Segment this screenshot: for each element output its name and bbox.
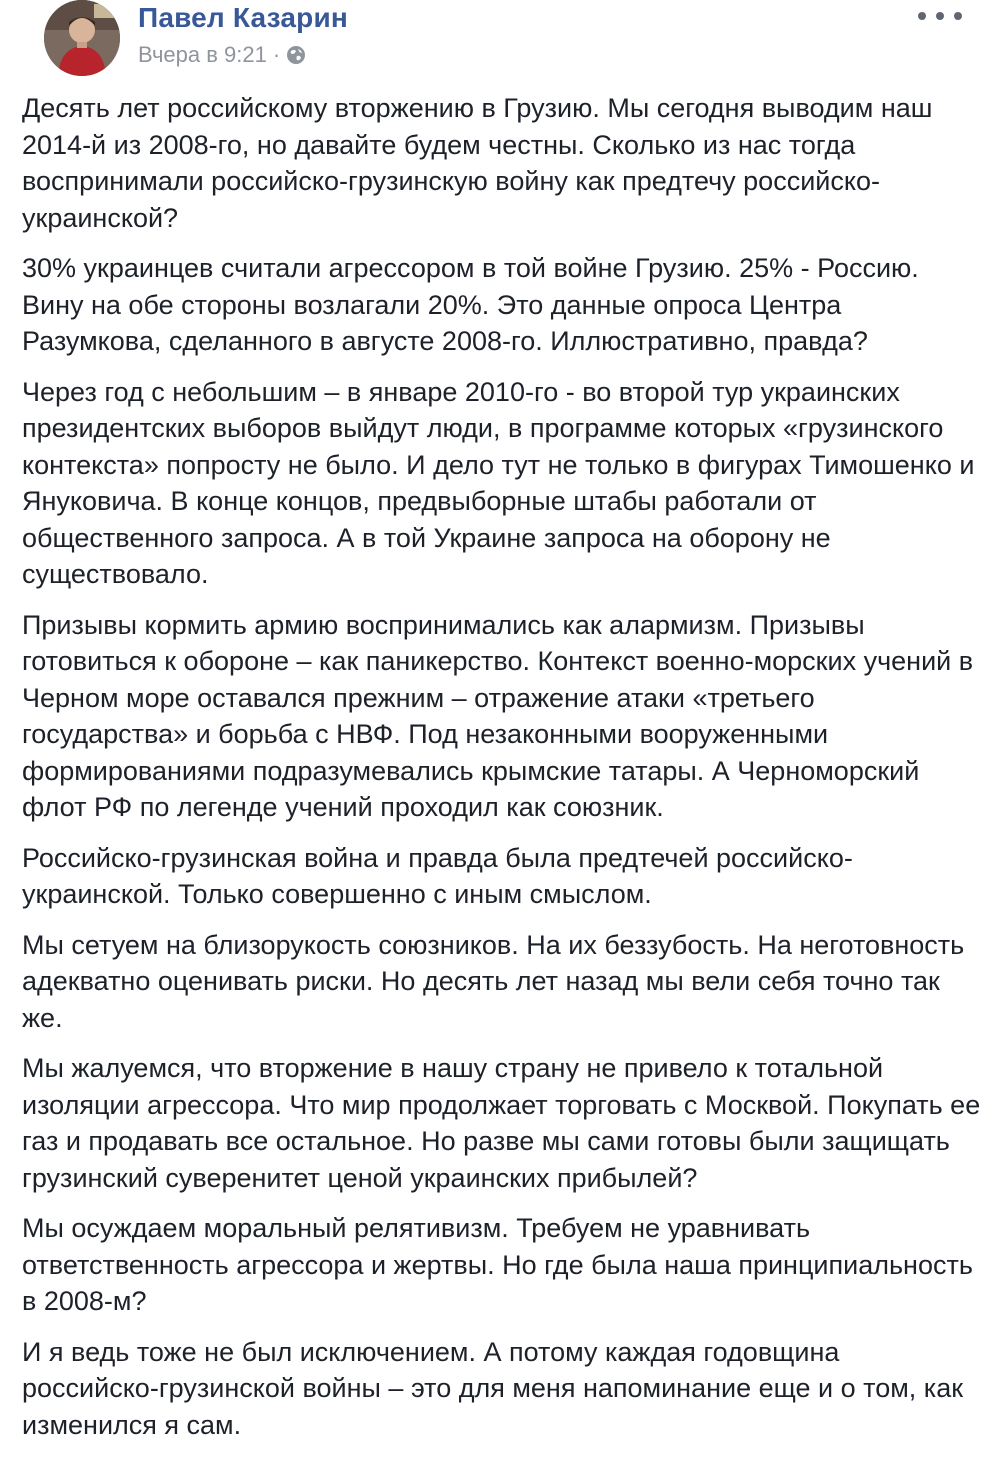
more-dot	[918, 12, 926, 20]
post-paragraph: 30% украинцев считали агрессором в той войне Грузию. 25% - Россию. Вину на обе стороны возлагали 20%. Это данные опроса Центра Разумкова, сделанного в августе 2008-го. Иллюстративно, правда?	[22, 253, 919, 356]
meta-separator: ·	[272, 42, 281, 67]
post-paragraph: Призывы кормить армию воспринимались как алармизм. Призывы готовиться к обороне – как паникерство. Контекст военно-морских учений в Черном море оставался прежним – отражение атаки «третьего государства» и борьба с НВФ. Под незаконными вооруженными формированиями подразумевались крымские татары. А Черноморский флот РФ по легенде учений проходил как союзник.	[22, 609, 974, 822]
globe-icon[interactable]	[286, 45, 306, 65]
post-paragraph: Российско-грузинская война и правда была предтечей российско-украинской. Только совершенно с иным смыслом.	[22, 842, 853, 909]
avatar-photo-icon	[44, 0, 120, 76]
more-horizontal-icon[interactable]	[918, 6, 962, 26]
post-body	[22, 90, 982, 1457]
post-header	[22, 0, 976, 88]
author-name[interactable]: Павел Казарин	[138, 2, 348, 33]
post-paragraph: Мы жалуемся, что вторжение в нашу страну не привело к тотальной изоляции агрессора. Что мир продолжает торговать с Москвой. Покупать ее газ и продавать все остальное. Но разве мы сами готовы были защищать грузинский суверенитет ценой украинских прибылей?	[22, 1053, 981, 1193]
post-meta	[138, 42, 306, 68]
post-paragraph: И я ведь тоже не был исключением. А потому каждая годовщина российско-грузинской войны – это для меня напоминание еще и о том, как изменился я сам.	[22, 1336, 964, 1440]
more-dot	[936, 12, 944, 20]
post-paragraph: Мы сетуем на близорукость союзников. На их беззубость. На неготовность адекватно оценивать риски. Но десять лет назад мы вели себя точно так же.	[22, 929, 965, 1033]
avatar[interactable]	[44, 0, 120, 76]
post-paragraph: Через год с небольшим – в январе 2010-го - во второй тур украинских президентских выборов выйдут люди, в программе которых «грузинского контекста» попросту не было. И дело тут не только в фигурах Тимошенко и Януковича. В конце концов, предвыборные штабы работали от общественного запроса. А в той Украине запроса на оборону не существовало.	[22, 376, 975, 589]
post-paragraph: Мы осуждаем моральный релятивизм. Требуем не уравнивать ответственность агрессора и жертвы. Но где была наша принципиальность в 2008-м?	[22, 1213, 973, 1316]
post-paragraph: Десять лет российскому вторжению в Грузию. Мы сегодня выводим наш 2014-й из 2008-го, но давайте будем честны. Сколько из нас тогда воспринимали российско-грузинскую войну как предтечу российско-украинской?	[22, 93, 933, 233]
more-dot	[954, 12, 962, 20]
post-timestamp[interactable]: Вчера в 9:21	[138, 42, 267, 67]
